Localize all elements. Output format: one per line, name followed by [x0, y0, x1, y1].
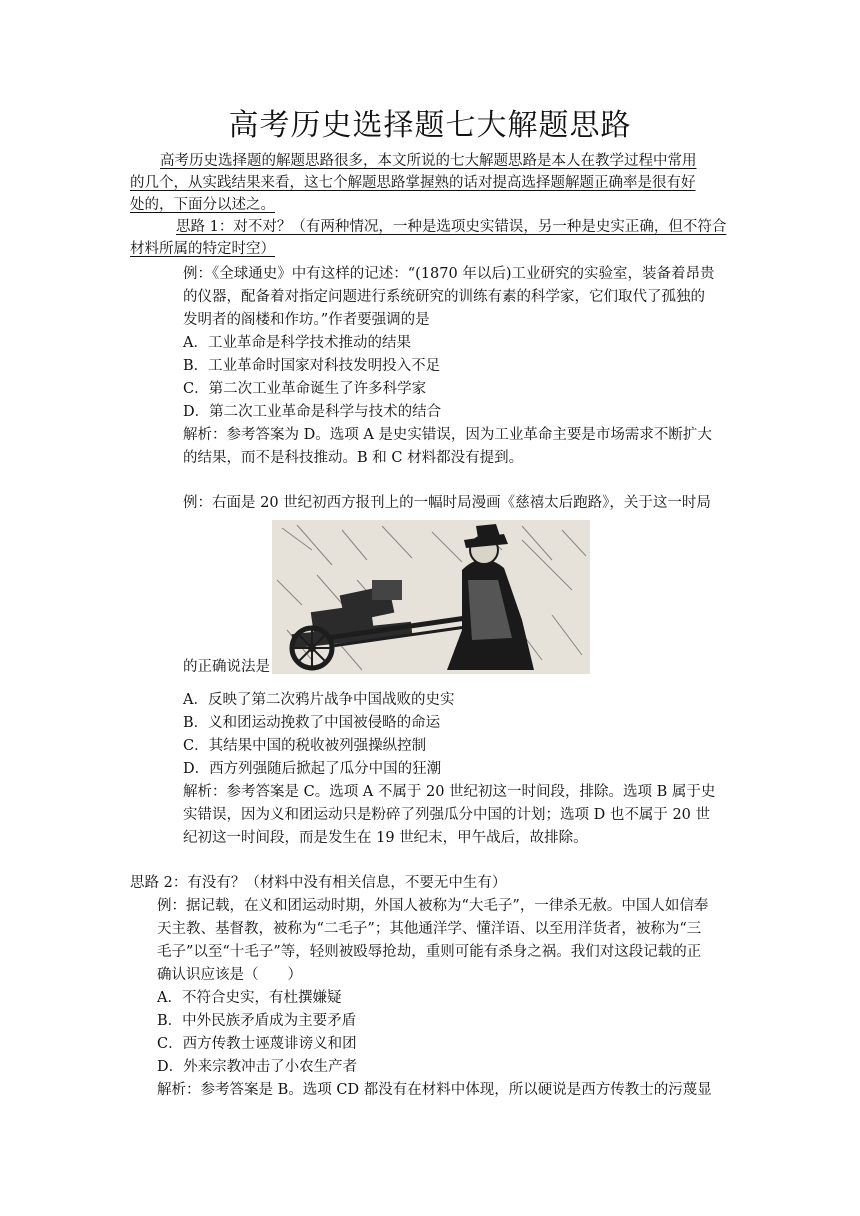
- example-2-stem-line-1: 例：右面是 20 世纪初西方报刊上的一幅时局漫画《慈禧太后跑路》，关于这一时局: [183, 495, 711, 511]
- example-1-analysis-line-2: 的结果，而不是科技推动。B 和 C 材料都没有提到。: [183, 450, 524, 466]
- section-2-stem-line-2: 天主教、基督教，被称为“二毛子”；其他通洋学、懂洋语、以至用洋货者，被称为“三: [157, 921, 702, 937]
- example-1-stem-line-1: 例：《全球通史》中有这样的记述：“(1870 年以后)工业研究的实验室，装备着昂贵: [183, 266, 715, 282]
- intro-line-3: 处的，下面分以述之。: [130, 197, 275, 213]
- section-2-option-d: D．外来宗教冲击了小农生产者: [157, 1059, 358, 1075]
- section-1-heading-line-1: 思路 1：对不对？（有两种情况，一种是选项史实错误，另一种是史实正确，但不符合: [176, 219, 727, 235]
- example-1-option-d: D．第二次工业革命是科学与技术的结合: [183, 404, 442, 420]
- section-2-option-b: B．中外民族矛盾成为主要矛盾: [157, 1013, 357, 1029]
- example-2-option-d: D．西方列强随后掀起了瓜分中国的狂潮: [183, 761, 442, 777]
- example-1-option-c: C．第二次工业革命诞生了许多科学家: [183, 381, 427, 397]
- example-1-option-a: A．工业革命是科学技术推动的结果: [183, 335, 411, 351]
- section-2-option-a: A．不符合史实，有杜撰嫌疑: [157, 990, 342, 1006]
- section-2-stem-line-4: 确认识应该是（ ）: [157, 967, 302, 983]
- example-1-stem-line-3: 发明者的阁楼和作坊。”作者要强调的是: [183, 312, 430, 328]
- example-2-analysis-line-3: 纪初这一时间段，而是发生在 19 世纪末，甲午战后，故排除。: [183, 830, 588, 846]
- intro-line-2: 的几个，从实践结果来看，这七个解题思路掌握熟的话对提高选择题解题正确率是很有好: [130, 175, 696, 191]
- cartoon-cixi-image: [272, 520, 590, 674]
- intro-line-1: 高考历史选择题的解题思路很多，本文所说的七大解题思路是本人在教学过程中常用: [160, 153, 697, 169]
- section-2-stem-line-3: 毛子”以至“十毛子”等，轻则被殴辱抢劫，重则可能有杀身之祸。我们对这段记载的正: [157, 944, 702, 960]
- section-1-heading-line-2: 材料所属的特定时空）: [130, 241, 275, 257]
- example-2-stem-line-2: 的正确说法是: [183, 659, 270, 675]
- section-2-analysis-line-1: 解析：参考答案是 B。选项 CD 都没有在材料中体现，所以硬说是西方传教士的污蔑显: [157, 1082, 712, 1098]
- example-2-analysis-line-1: 解析：参考答案是 C。选项 A 不属于 20 世纪初这一时间段，排除。选项 B 属于史: [183, 784, 716, 800]
- section-2-stem-line-1: 例：据记载，在义和团运动时期，外国人被称为“大毛子”，一律杀无赦。中国人如信奉: [157, 898, 709, 914]
- example-2-option-b: B．义和团运动挽救了中国被侵略的命运: [183, 715, 441, 731]
- section-2-heading: 思路 2：有没有？（材料中没有相关信息，不要无中生有）: [130, 875, 507, 891]
- page-title: 高考历史选择题七大解题思路: [228, 108, 632, 143]
- example-2-option-a: A．反映了第二次鸦片战争中国战败的史实: [183, 692, 455, 708]
- example-2-option-c: C．其结果中国的税收被列强操纵控制: [183, 738, 427, 754]
- example-1-stem-line-2: 的仪器，配备着对指定问题进行系统研究的训练有素的科学家，它们取代了孤独的: [183, 289, 705, 305]
- section-2-option-c: C．西方传教士诬蔑诽谤义和团: [157, 1036, 357, 1052]
- example-1-analysis-line-1: 解析：参考答案为 D。选项 A 是史实错误，因为工业革命主要是市场需求不断扩大: [183, 427, 712, 443]
- example-2-analysis-line-2: 实错误，因为义和团运动只是粉碎了列强瓜分中国的计划；选项 D 也不属于 20 世: [183, 807, 711, 823]
- example-1-option-b: B．工业革命时国家对科技发明投入不足: [183, 358, 441, 374]
